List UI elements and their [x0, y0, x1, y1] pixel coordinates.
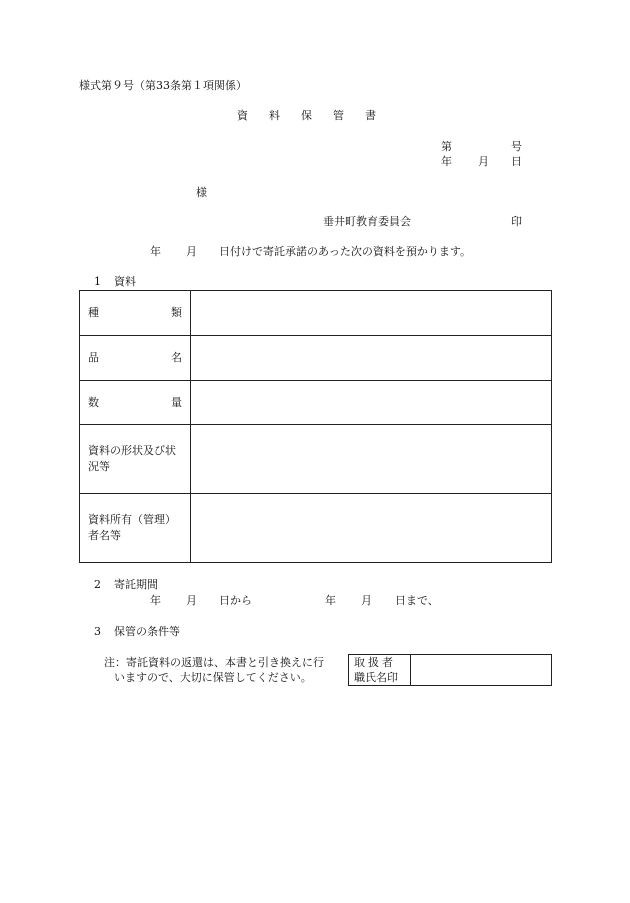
table-row [349, 655, 552, 686]
label-char: 種 [88, 306, 99, 319]
row-label [80, 291, 191, 336]
label-char: 量 [171, 395, 182, 409]
date-day: 日 [511, 155, 522, 168]
intro-year: 年 [150, 245, 161, 258]
row-label [80, 381, 191, 425]
label-char: 品 [88, 351, 99, 364]
addressee-suffix: 様 [196, 186, 207, 199]
section1-number: 1 [94, 275, 101, 288]
intro-text: 日付けで寄託承諾のあった次の資料を預かります。 [219, 245, 472, 258]
section3-heading: 保管の条件等 [114, 625, 180, 638]
period-from-year: 年 [150, 594, 161, 607]
handler-label [349, 655, 411, 686]
period-from-day: 日から [219, 594, 252, 607]
form-title: 資料保管書 [237, 109, 397, 122]
table-row [80, 381, 552, 425]
doc-number-suffix: 号 [511, 140, 522, 153]
doc-number-prefix: 第 [441, 140, 452, 153]
table-row [80, 425, 552, 494]
table-row [80, 336, 552, 381]
period-to-month: 月 [361, 594, 372, 607]
row-value-cell[interactable] [191, 494, 552, 563]
period-from-month: 月 [186, 594, 197, 607]
date-year: 年 [441, 155, 452, 168]
period-to-year: 年 [325, 594, 336, 607]
section1-heading: 資料 [114, 275, 136, 288]
handler-label-line1: 取扱者 [354, 656, 396, 669]
date-month: 月 [478, 155, 489, 168]
section2-heading: 寄託期間 [114, 578, 158, 591]
note-line-1: 注：寄託資料の返還は、本書と引き換えに行 [104, 656, 324, 669]
handler-table [348, 654, 552, 686]
row-label [80, 336, 191, 381]
period-to-day: 日まで、 [395, 594, 439, 607]
label-char: 名 [171, 351, 182, 364]
intro-month: 月 [186, 245, 197, 258]
row-value-cell[interactable] [191, 425, 552, 494]
note-line-2: いますので、大切に保管してください。 [114, 671, 312, 684]
label-char: 数 [88, 395, 99, 409]
row-value-cell[interactable] [191, 381, 552, 425]
section2-number: 2 [94, 578, 101, 591]
label-char: 類 [171, 306, 182, 319]
row-value-cell[interactable] [191, 336, 552, 381]
row-value-cell[interactable] [191, 291, 552, 336]
form-number: 様式第９号（第33条第１項関係） [79, 79, 247, 92]
handler-label-line2: 職氏名印 [354, 671, 398, 684]
row-label: 資料の形状及び状況等 [80, 425, 191, 494]
row-label: 資料所有（管理）者名等 [80, 494, 191, 563]
section3-number: 3 [94, 625, 101, 638]
issuer-name: 垂井町教育委員会 [323, 215, 411, 228]
items-table [79, 290, 552, 563]
table-row [80, 494, 552, 563]
seal-mark: 印 [511, 215, 522, 228]
table-row [80, 291, 552, 336]
handler-value-cell[interactable] [411, 655, 552, 686]
